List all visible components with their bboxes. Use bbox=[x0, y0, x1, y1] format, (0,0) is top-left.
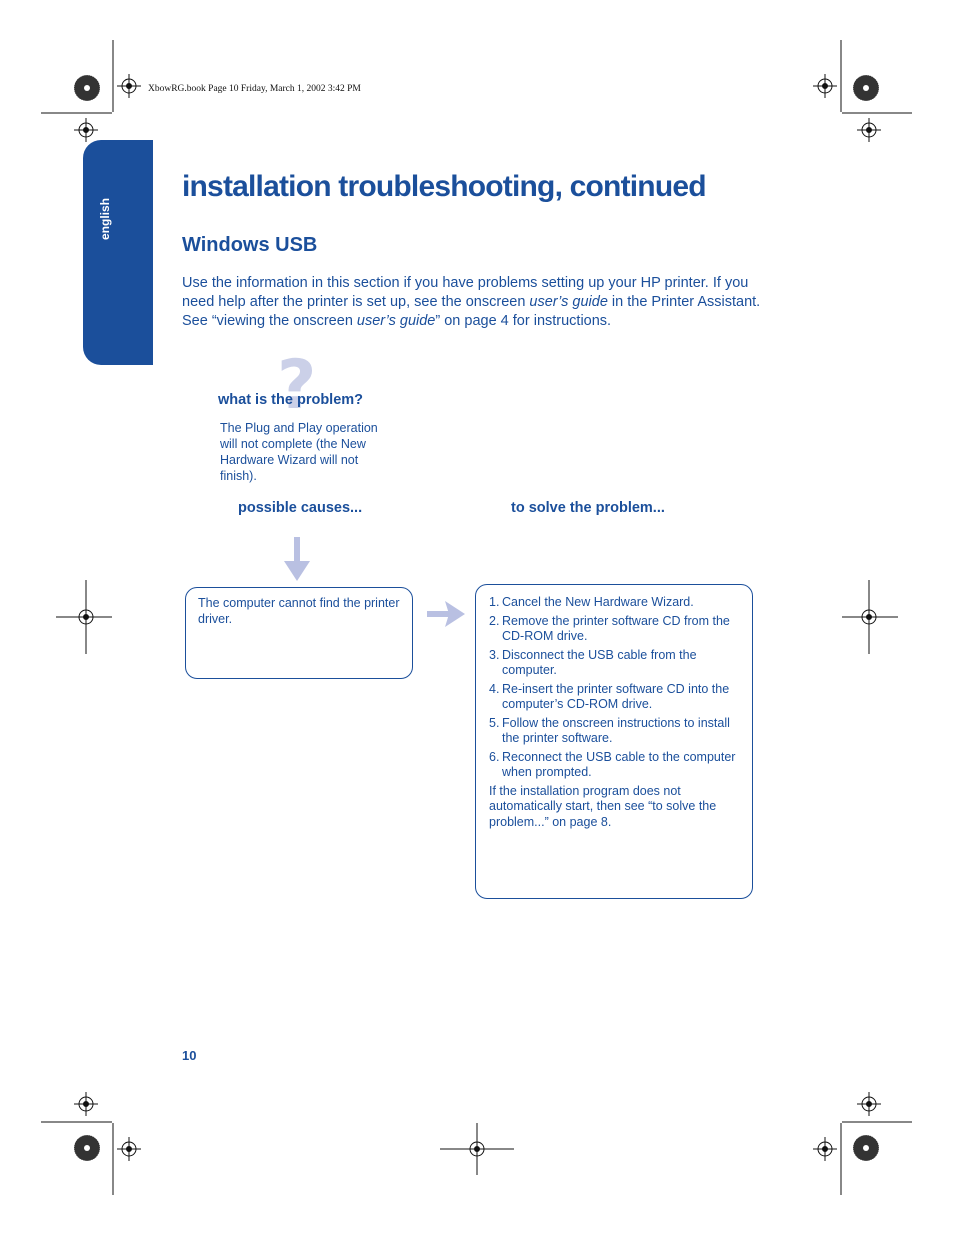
solution-step bbox=[489, 750, 740, 781]
solution-step bbox=[489, 614, 740, 645]
target-4 bbox=[857, 118, 881, 142]
target-10 bbox=[440, 1123, 514, 1175]
section-title: Windows USB bbox=[182, 234, 318, 256]
starburst-top-right bbox=[853, 75, 879, 101]
right-arrow-icon bbox=[427, 601, 465, 627]
solution-step bbox=[489, 716, 740, 747]
intro-emphasis-1: user’s guide bbox=[529, 294, 608, 310]
step-text: Disconnect the USB cable from the computer. bbox=[502, 647, 697, 677]
cause-box bbox=[185, 587, 413, 679]
solution-note: If the installation program does not automatically start, then see “to solve the problem...” on page 8. bbox=[489, 783, 717, 829]
step-number: 5. bbox=[489, 715, 500, 730]
target-7 bbox=[74, 1092, 98, 1116]
intro-emphasis-2: user’s guide bbox=[356, 313, 436, 329]
starburst-bottom-right bbox=[853, 1135, 879, 1161]
intro-text-2: in the Printer Assistant. See “viewing the onscreen bbox=[182, 294, 761, 329]
target-3 bbox=[74, 118, 98, 142]
target-1 bbox=[117, 74, 141, 98]
problem-heading: what is the problem? bbox=[218, 392, 364, 408]
language-side-tab bbox=[83, 140, 153, 365]
page-number: 10 bbox=[182, 1048, 197, 1063]
page-title: installation troubleshooting, continued bbox=[182, 170, 706, 203]
step-text: Re-insert the printer software CD into the computer’s CD-ROM drive. bbox=[502, 681, 730, 711]
side-tab-label: english bbox=[98, 197, 112, 240]
intro-text-1: Use the information in this section if you have problems setting up your HP printer. If you need help after the printer is set up, see the onscreen bbox=[182, 275, 749, 310]
step-text: Reconnect the USB cable to the computer when prompted. bbox=[502, 749, 736, 779]
step-number: 1. bbox=[489, 595, 500, 609]
step-number: 2. bbox=[489, 613, 500, 628]
down-arrow-icon bbox=[284, 537, 310, 581]
starburst-bottom-left bbox=[74, 1135, 100, 1161]
intro-paragraph bbox=[182, 274, 762, 331]
cause-item: The computer cannot find the printer driver. bbox=[198, 596, 400, 626]
intro-text-3: ” on page 4 for instructions. bbox=[435, 313, 612, 329]
step-number: 4. bbox=[489, 681, 500, 696]
question-mark-icon: ? bbox=[277, 346, 317, 425]
solution-step bbox=[489, 682, 740, 713]
solution-step bbox=[489, 648, 740, 679]
step-text: Cancel the New Hardware Wizard. bbox=[502, 595, 694, 609]
causes-heading: possible causes... bbox=[238, 500, 363, 516]
step-number: 3. bbox=[489, 647, 500, 662]
target-11 bbox=[813, 1137, 837, 1161]
problem-description: The Plug and Play operation will not complete (the New Hardware Wizard will not finish). bbox=[220, 421, 378, 483]
starburst-top-left bbox=[74, 75, 100, 101]
solution-steps bbox=[489, 595, 740, 781]
target-9 bbox=[117, 1137, 141, 1161]
solutions-heading: to solve the problem... bbox=[511, 500, 665, 516]
solution-step bbox=[489, 595, 740, 611]
step-number: 6. bbox=[489, 749, 500, 764]
step-text: Remove the printer software CD from the CD-ROM drive. bbox=[502, 613, 730, 643]
target-6 bbox=[842, 580, 898, 654]
target-5 bbox=[56, 580, 112, 654]
step-text: Follow the onscreen instructions to install the printer software. bbox=[502, 715, 730, 745]
print-header-meta: XbowRG.book Page 10 Friday, March 1, 2002 3:42 PM bbox=[148, 84, 361, 94]
target-8 bbox=[857, 1092, 881, 1116]
target-2 bbox=[813, 74, 837, 98]
solution-box bbox=[475, 584, 753, 899]
